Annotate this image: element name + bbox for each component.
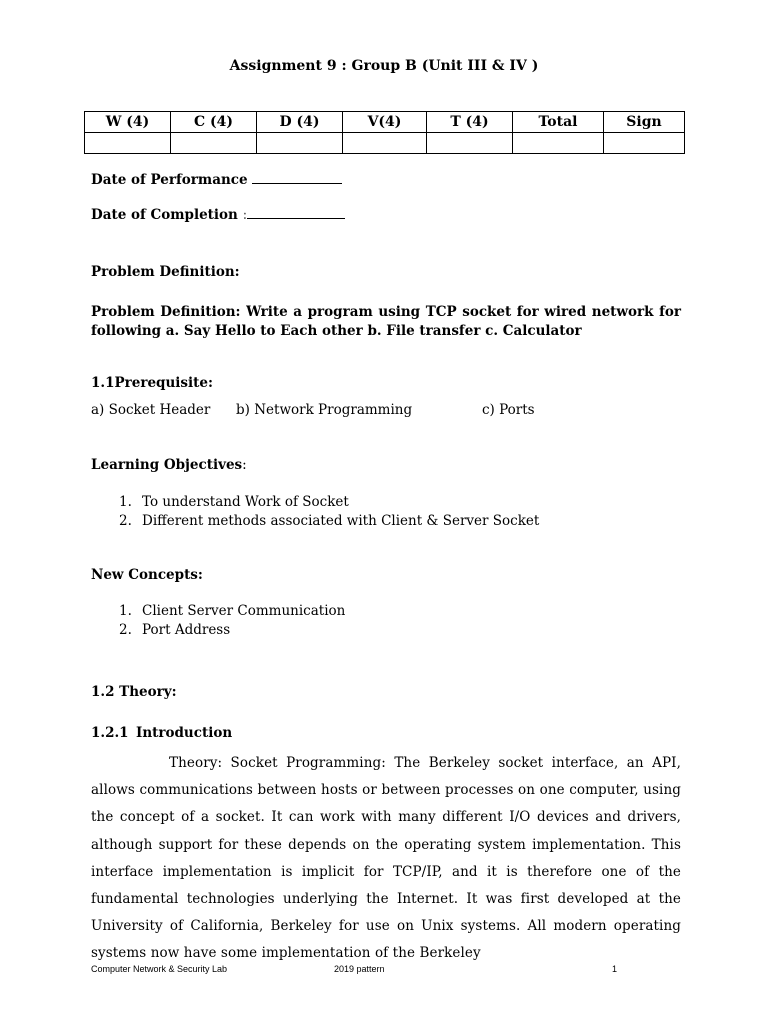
footer-center: 2019 pattern <box>334 964 385 974</box>
date-of-completion <box>91 206 345 223</box>
list-text: To understand Work of Socket <box>142 494 349 510</box>
prerequisite-text: Ports <box>499 402 535 418</box>
concepts-list <box>119 602 345 640</box>
theory-subheading <box>91 725 232 741</box>
list-item <box>119 621 345 640</box>
problem-text: Problem Definition: Write a program using TCP socket for wired network for following a. Say Hello to Each other b. File transfer c. Calculator <box>91 304 681 339</box>
table-cell <box>257 133 343 154</box>
prerequisite-marker: a) <box>91 402 105 418</box>
learning-heading <box>91 457 247 473</box>
list-number: 1. <box>119 494 132 510</box>
completion-colon: : <box>242 207 248 223</box>
table-header-cell: W (4) <box>85 112 171 133</box>
theory-paragraph <box>91 750 681 968</box>
table-cell <box>427 133 513 154</box>
list-item <box>119 512 539 531</box>
theory-heading: 1.2 Theory: <box>91 684 177 700</box>
prerequisite-text: Socket Header <box>108 402 211 418</box>
prerequisite-item <box>482 402 535 418</box>
table-header-cell: T (4) <box>427 112 513 133</box>
table-cell <box>513 133 604 154</box>
list-number: 2. <box>119 622 132 638</box>
footer-left: Computer Network & Security Lab <box>91 964 228 974</box>
table-cell <box>171 133 257 154</box>
table-cell <box>85 133 171 154</box>
completion-blank <box>247 206 345 219</box>
list-number: 1. <box>119 603 132 619</box>
table-header-cell: Total <box>513 112 604 133</box>
prerequisite-heading: 1.1Prerequisite: <box>91 375 213 391</box>
list-item <box>119 493 539 512</box>
page-number: 1 <box>612 964 618 974</box>
completion-label: Date of Completion <box>91 207 238 223</box>
subheading-number: 1.2.1 <box>91 725 129 741</box>
date-of-performance <box>91 171 342 188</box>
table-header-row <box>85 112 685 133</box>
list-text: Different methods associated with Client & Server Socket <box>142 513 540 529</box>
prerequisite-marker: b) <box>236 402 250 418</box>
table-header-cell: Sign <box>604 112 685 133</box>
performance-blank <box>252 171 342 184</box>
subheading-title: Introduction <box>136 725 233 741</box>
problem-heading: Problem Definition: <box>91 264 240 280</box>
table-cell <box>343 133 427 154</box>
learning-list <box>119 493 539 531</box>
performance-label: Date of Performance <box>91 172 248 188</box>
table-header-cell: V(4) <box>343 112 427 133</box>
list-number: 2. <box>119 513 132 529</box>
table-row <box>85 133 685 154</box>
prerequisite-item <box>91 402 210 418</box>
page-title: Assignment 9 : Group B (Unit III & IV ) <box>229 58 539 74</box>
list-item <box>119 602 345 621</box>
table-header-cell: D (4) <box>257 112 343 133</box>
prerequisite-marker: c) <box>482 402 495 418</box>
list-text: Port Address <box>142 622 231 638</box>
concepts-heading: New Concepts: <box>91 567 203 583</box>
marks-table <box>84 111 685 154</box>
table-cell <box>604 133 685 154</box>
list-text: Client Server Communication <box>142 603 346 619</box>
prerequisite-item <box>236 402 412 418</box>
learning-heading-colon: : <box>242 457 247 473</box>
theory-text: Theory: Socket Programming: The Berkeley socket interface, an API, allows communications between hosts or between processes on one computer, using the concept of a socket. It can work with many different I/O devices and drivers, although support for these depends on the operating system implementation. This interface implementation is implicit for TCP/IP, and it is therefore one of the fundamental technologies underlying the Internet. It was first developed at the University of California, Berkeley for use on Unix systems. All modern operating systems now have some implementation of the Berkeley <box>91 755 681 962</box>
table-header-cell: C (4) <box>171 112 257 133</box>
prerequisite-text: Network Programming <box>254 402 413 418</box>
learning-heading-text: Learning Objectives <box>91 457 243 473</box>
